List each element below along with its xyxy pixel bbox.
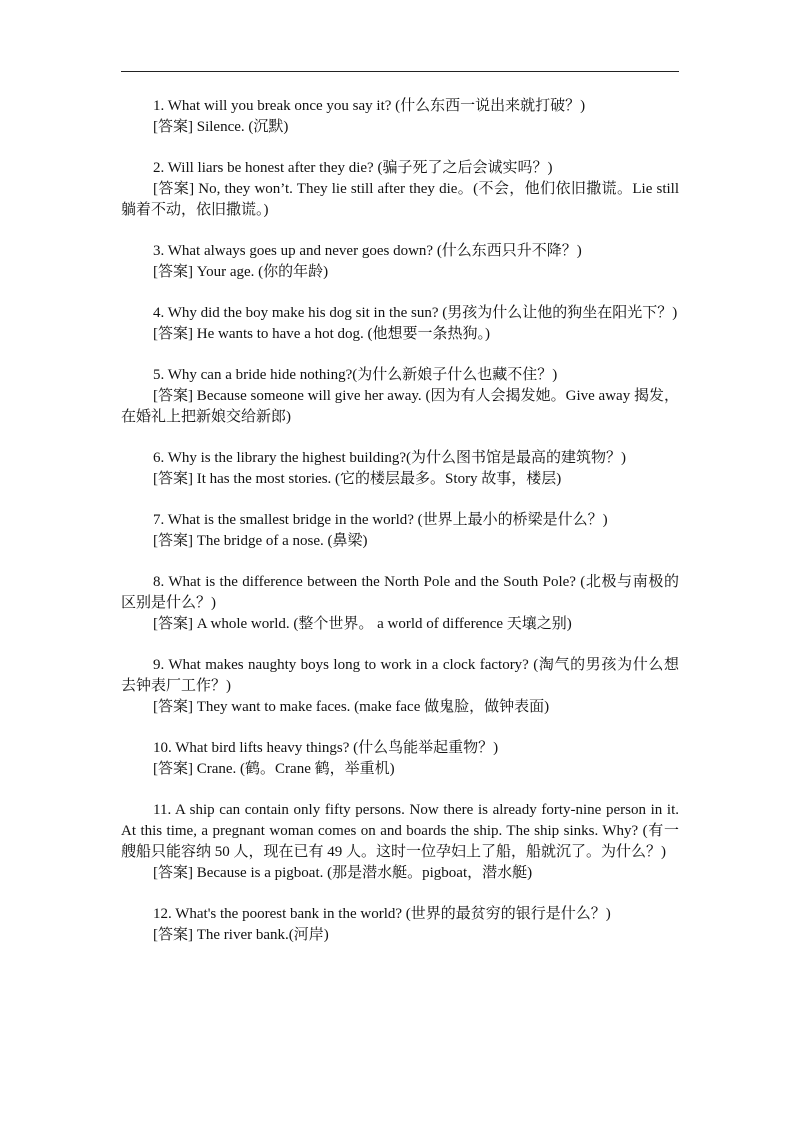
riddle-item-3: [121, 241, 679, 283]
riddle-answer: [答案] Crane. (鹤。Crane 鹤，举重机): [153, 761, 395, 777]
riddle-question: 9. What makes naughty boys long to work in a clock factory? (淘气的男孩为什么想去钟表厂工作？): [121, 657, 679, 694]
riddle-item-4: [121, 303, 679, 345]
riddle-question: 8. What is the difference between the North Pole and the South Pole? (北极与南极的区别是什么？): [121, 574, 679, 611]
riddle-answer: [答案] Because someone will give her away. (因为有人会揭发她。Give away 揭发，在婚礼上把新娘交给新郎): [121, 388, 679, 425]
riddle-answer: [答案] Because is a pigboat. (那是潜水艇。pigboat，潜水艇): [153, 865, 533, 881]
riddle-answer: [答案] Your age. (你的年龄): [153, 264, 329, 280]
riddle-question: 4. Why did the boy make his dog sit in the sun? (男孩为什么让他的狗坐在阳光下？): [153, 305, 678, 321]
riddle-answer: [答案] It has the most stories. (它的楼层最多。Story 故事，楼层): [153, 471, 562, 487]
riddle-question: 7. What is the smallest bridge in the world? (世界上最小的桥梁是什么？): [153, 512, 608, 528]
riddle-item-7: [121, 510, 679, 552]
riddle-answer: [答案] Silence. (沉默): [153, 119, 289, 135]
header-rule: [121, 71, 679, 72]
riddle-question: 10. What bird lifts heavy things? (什么鸟能举起重物？): [153, 740, 499, 756]
riddle-answer: [答案] No, they won’t. They lie still after they die。(不会，他们依旧撒谎。Lie still 躺着不动，依旧撒谎。): [121, 181, 679, 218]
riddle-answer: [答案] He wants to have a hot dog. (他想要一条热狗。): [153, 326, 491, 342]
riddle-question: 1. What will you break once you say it? (什么东西一说出来就打破？): [153, 98, 586, 114]
riddle-item-10: [121, 738, 679, 780]
riddle-question: 3. What always goes up and never goes down? (什么东西只升不降？): [153, 243, 582, 259]
riddle-item-5: [121, 365, 679, 428]
riddle-list: [121, 96, 679, 966]
riddle-item-2: [121, 158, 679, 221]
riddle-answer: [答案] The bridge of a nose. (鼻梁): [153, 533, 368, 549]
riddle-question: 11. A ship can contain only fifty persons. Now there is already forty-nine person in it. At this time, a pregnant woman comes on and boards the ship. The ship sinks. Why? (有一艘船只能容纳 50 人，现在已有 49 人。这时一位孕妇上了船，船就沉了。为什么？): [121, 802, 679, 860]
riddle-item-1: [121, 96, 679, 138]
riddle-item-11: [121, 800, 679, 884]
riddle-question: 2. Will liars be honest after they die? (骗子死了之后会诚实吗？): [153, 160, 553, 176]
riddle-item-8: [121, 572, 679, 635]
riddle-item-6: [121, 448, 679, 490]
riddle-question: 6. Why is the library the highest building?(为什么图书馆是最高的建筑物？): [153, 450, 627, 466]
riddle-item-9: [121, 655, 679, 718]
riddle-answer: [答案] A whole world. (整个世界。 a world of difference 天壤之别): [153, 616, 572, 632]
riddle-question: 12. What's the poorest bank in the world? (世界的最贫穷的银行是什么？): [153, 906, 611, 922]
riddle-item-12: [121, 904, 679, 946]
riddle-question: 5. Why can a bride hide nothing?(为什么新娘子什么也藏不住？): [153, 367, 558, 383]
riddle-answer: [答案] They want to make faces. (make face 做鬼脸，做钟表面): [153, 699, 550, 715]
riddle-answer: [答案] The river bank.(河岸): [153, 927, 329, 943]
